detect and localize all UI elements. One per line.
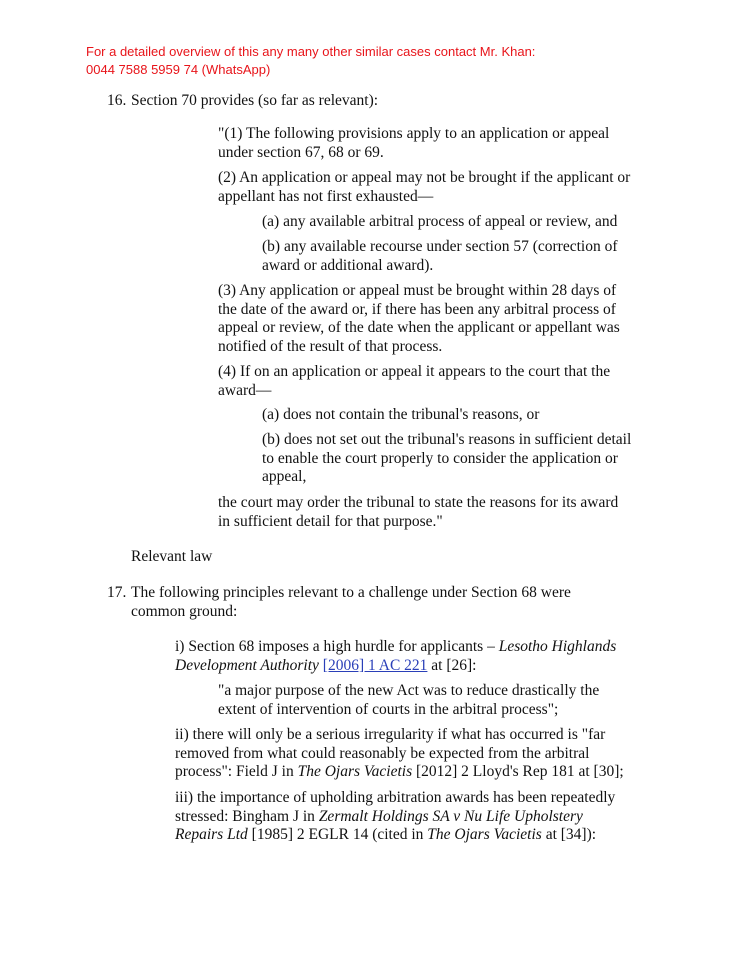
citation-link[interactable]: [2006] 1 AC 221 — [322, 656, 428, 674]
principle-1-quote: "a major purpose of the new Act was to reduce drastically the extent of intervention of courts in the arbitral process"; — [218, 682, 600, 718]
case-name-ojars: The Ojars Vacietis — [297, 763, 413, 781]
para-17-intro: The following principles relevant to a challenge under Section 68 were common ground: — [131, 584, 571, 620]
subsection-closing: the court may order the tribunal to state the reasons for its award in sufficient detail for that purpose." — [218, 494, 619, 530]
case-name-lesotho: Lesotho Highlands — [498, 638, 617, 655]
principle-3: iii) the importance of upholding arbitration awards has been repeatedly stressed: Bingham J in Zermalt Holdings SA v Nu Life Upholstery Repairs Ltd [1985] 2 EGLR 14 (cited in The Ojars Vacietis at [34]): — [175, 789, 616, 844]
principle-2: ii) there will only be a serious irregularity if what has occurred is "far removed from what could reasonably be expected from the arbitral process": Field J in The Ojars Vacietis [2012] 2 Lloyd's Rep 181 at [30]; — [175, 726, 624, 781]
subsection-2a: (a) any available arbitral process of appeal or review, and — [262, 213, 618, 230]
contact-banner — [86, 43, 535, 79]
banner-line-1: For a detailed overview of this any many other similar cases contact Mr. Khan: — [86, 44, 536, 59]
para-16-number: 16. — [107, 92, 127, 109]
subsection-4a: (a) does not contain the tribunal's reasons, or — [262, 406, 540, 423]
subsection-3: (3) Any application or appeal must be brought within 28 days of the date of the award or, if there has been any arbitral process of appeal or review, of the date when the applicant or appellant was notified of the result of that process. — [218, 282, 620, 355]
principle-1: i) Section 68 imposes a high hurdle for applicants – Lesotho Highlands Development Authority [2006] 1 AC 221 at [26]: — [175, 638, 617, 674]
subsection-2: (2) An application or appeal may not be brought if the applicant or appellant has not first exhausted— — [218, 169, 631, 205]
case-name-zermalt: Zermalt Holdings SA v Nu Life Upholstery — [318, 807, 583, 825]
subsection-2b: (b) any available recourse under section 57 (correction of award or additional award). — [262, 238, 618, 274]
case-name-zermalt-cont: Repairs Ltd — [175, 826, 248, 844]
para-17-number: 17. — [107, 584, 127, 601]
banner-line-2: 0044 7588 5959 74 (WhatsApp) — [86, 62, 271, 77]
para-16-intro: Section 70 provides (so far as relevant): — [131, 92, 379, 109]
subsection-4b: (b) does not set out the tribunal's reasons in sufficient detail to enable the court properly to consider the application or appeal, — [262, 431, 632, 486]
subsection-4: (4) If on an application or appeal it appears to the court that the award— — [218, 363, 611, 399]
section-heading: Relevant law — [131, 548, 213, 565]
subsection-1: "(1) The following provisions apply to an application or appeal under section 67, 68 or 69. — [218, 125, 610, 161]
case-name-ojars-2: The Ojars Vacietis — [427, 826, 542, 844]
case-name-lesotho-cont: Development Authority — [175, 656, 319, 674]
